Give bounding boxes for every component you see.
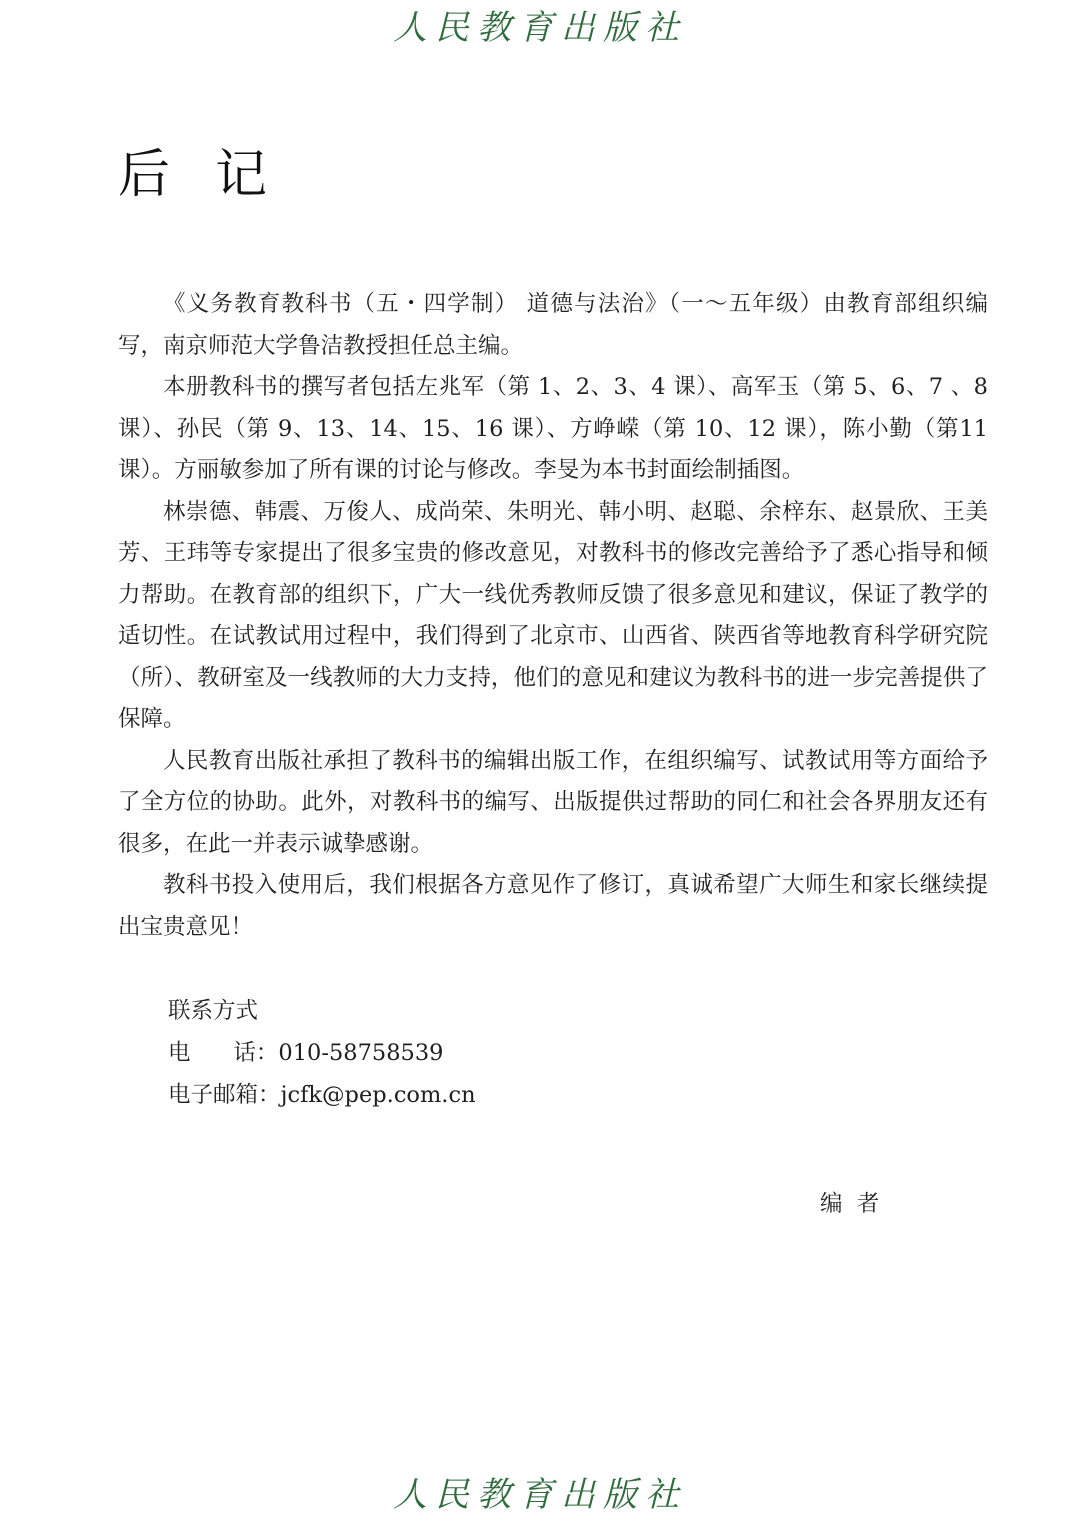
publisher-logo-top: 人民教育出版社: [393, 8, 687, 48]
publisher-logo-bottom: 人民教育出版社: [393, 1475, 687, 1515]
page-title: 后 记: [118, 145, 272, 205]
paragraph-3: 林崇德、韩震、万俊人、成尚荣、朱明光、韩小明、赵聪、余梓东、赵景欣、王美芳、王玮等专家提出了很多宝贵的修改意见，对教科书的修改完善给予了悉心指导和倾力帮助。在教育部的组织下，广大一线优秀教师反馈了很多意见和建议，保证了教学的适切性。在试教试用过程中，我们得到了北京市、山西省、陕西省等地教育科学研究院（所）、教研室及一线教师的大力支持，他们的意见和建议为教科书的进一步完善提供了保障。: [118, 498, 988, 732]
author-signature: 编 者: [820, 1191, 880, 1217]
paragraph-2: 本册教科书的撰写者包括左兆军（第 1、2、3、4 课）、高军玉（第 5、6、7 、8课）、孙民（第 9、13、14、15、16 课）、方峥嵘（第 10、12 课），陈小勤（第11课）。方丽敏参加了所有课的讨论与修改。李旻为本书封面绘制插图。: [118, 374, 988, 483]
contact-heading: 联系方式: [168, 998, 259, 1024]
paragraph-1: 《义务教育教科书（五・四学制） 道德与法治》（一～五年级）由教育部组织编写，南京师范大学鲁洁教授担任总主编。: [118, 291, 988, 359]
email-address: jcfk@pep.com.cn: [280, 1082, 476, 1108]
contact-phone-row: [168, 1032, 476, 1074]
email-label: 电子邮箱：: [168, 1082, 281, 1108]
paragraph-5: 教科书投入使用后，我们根据各方意见作了修订，真诚希望广大师生和家长继续提出宝贵意见！: [118, 872, 988, 940]
paragraph-4: 人民教育出版社承担了教科书的编辑出版工作，在组织编写、试教试用等方面给予了全方位的协助。此外，对教科书的编写、出版提供过帮助的同仁和社会各界朋友还有很多，在此一并表示诚挚感谢。: [118, 747, 988, 857]
contact-email-row: [168, 1074, 476, 1116]
phone-number: 010-58758539: [278, 1040, 444, 1066]
afterword-body: [118, 284, 988, 948]
phone-label: 电 话：: [168, 1040, 279, 1066]
contact-info: [168, 990, 476, 1116]
